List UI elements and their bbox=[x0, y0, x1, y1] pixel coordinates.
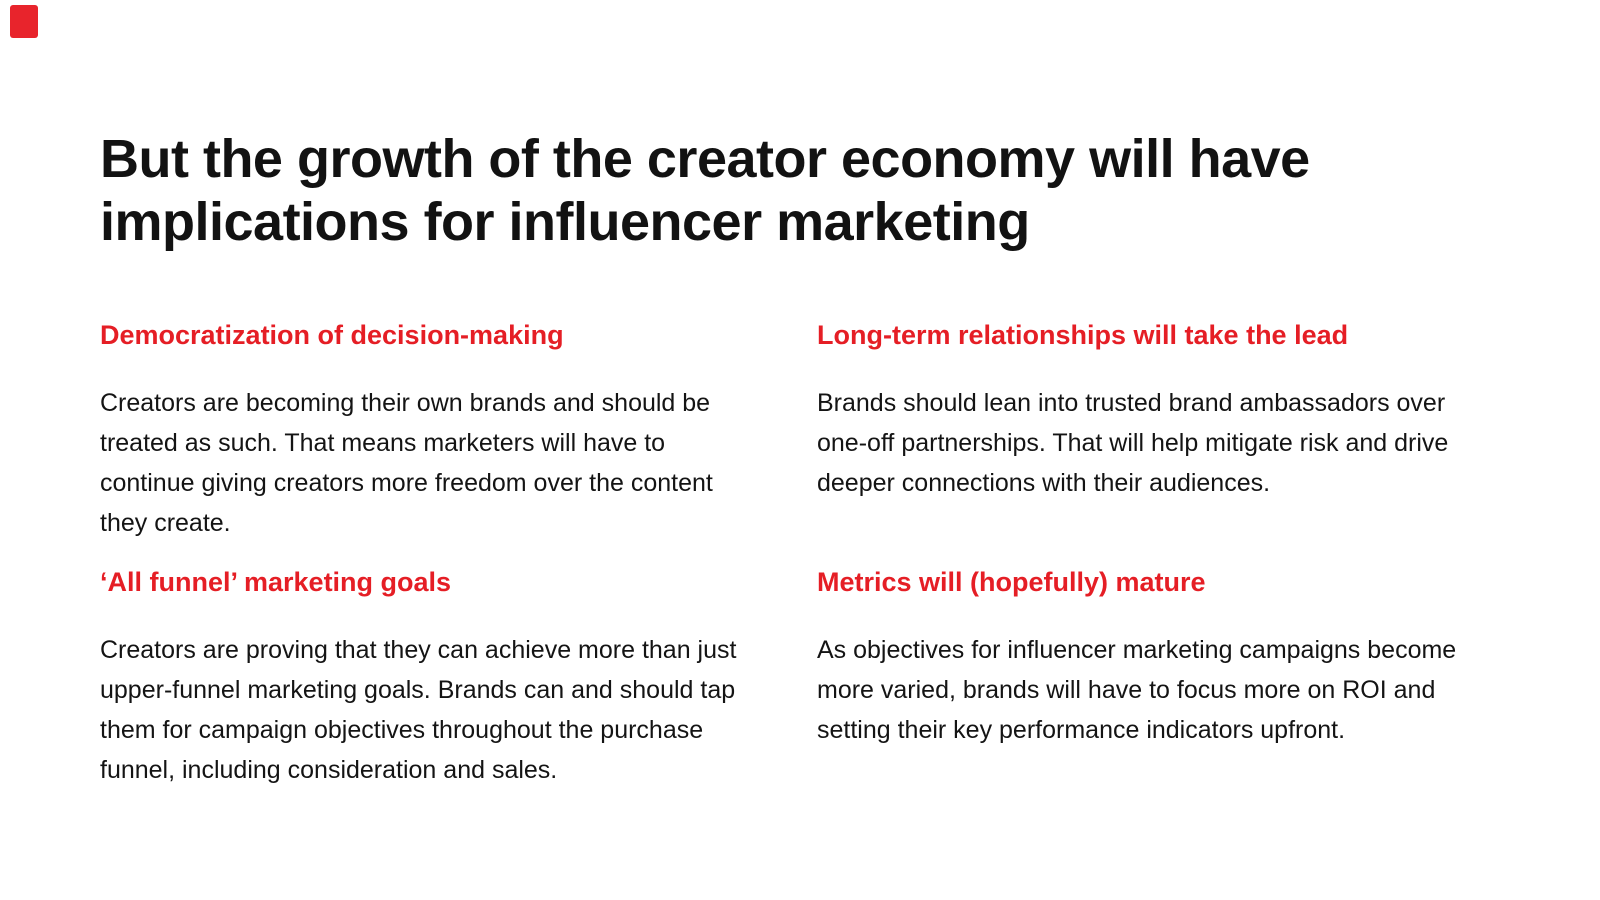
section-heading: Long-term relationships will take the lead bbox=[817, 320, 1349, 350]
section-heading: ‘All funnel’ marketing goals bbox=[100, 567, 452, 597]
section-metrics-mature bbox=[817, 566, 1517, 750]
brand-mark bbox=[10, 5, 38, 38]
section-heading: Democratization of decision-making bbox=[100, 320, 564, 350]
section-long-term-relationships bbox=[817, 319, 1517, 503]
section-all-funnel-goals bbox=[100, 566, 800, 790]
section-body: As objectives for influencer marketing campaigns become more varied, brands will have to focus more on ROI and setting their key performance indicators upfront. bbox=[817, 636, 1457, 744]
title-line-2: implications for influencer marketing bbox=[100, 192, 1030, 252]
slide-title bbox=[100, 128, 1310, 254]
title-line-1: But the growth of the creator economy will have bbox=[100, 129, 1310, 189]
section-body: Brands should lean into trusted brand ambassadors over one-off partnerships. That will help mitigate risk and drive deeper connections with their audiences. bbox=[817, 389, 1449, 497]
section-body: Creators are proving that they can achieve more than just upper-funnel marketing goals. Brands can and should tap them for campaign objectives throughout the purchase funnel, including consideration and sales. bbox=[100, 636, 737, 784]
section-body: Creators are becoming their own brands and should be treated as such. That means marketers will have to continue giving creators more freedom over the content they create. bbox=[100, 389, 713, 537]
section-heading: Metrics will (hopefully) mature bbox=[817, 567, 1206, 597]
section-democratization bbox=[100, 319, 800, 543]
